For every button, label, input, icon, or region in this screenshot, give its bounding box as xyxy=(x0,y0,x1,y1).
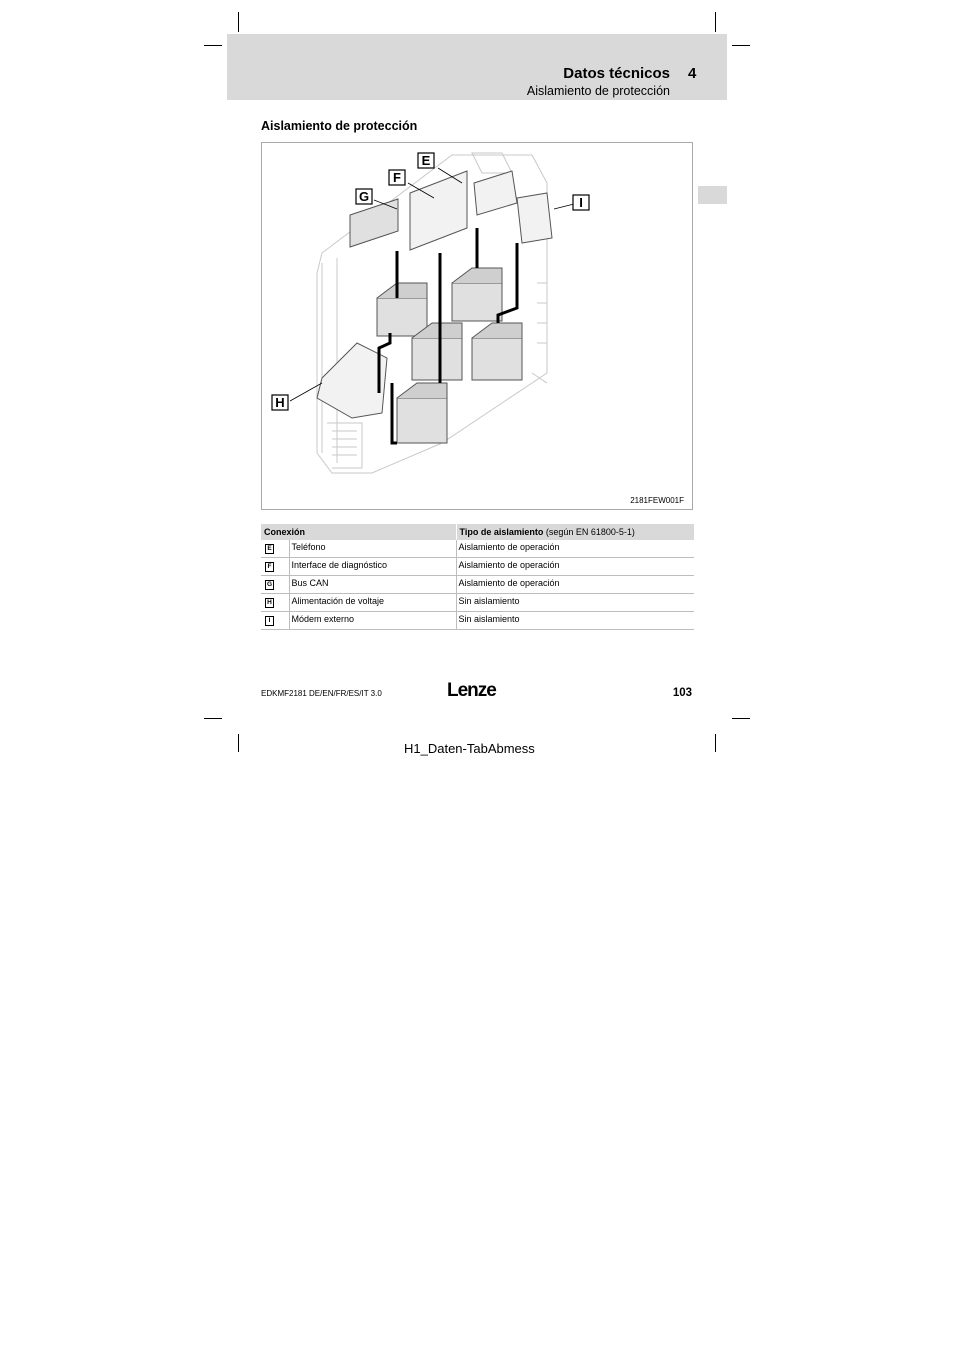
table-header-row xyxy=(261,524,694,540)
type-cell: Sin aislamiento xyxy=(456,612,694,630)
callout-label-i: I xyxy=(579,195,583,210)
callout-label-g: G xyxy=(358,189,370,204)
crop-mark xyxy=(204,45,222,46)
section-title: Aislamiento de protección xyxy=(261,119,418,133)
chapter-subtitle: Aislamiento de protección xyxy=(526,84,670,98)
row-key-cell xyxy=(261,576,289,594)
connection-cell: Bus CAN xyxy=(289,576,456,594)
crop-mark xyxy=(732,45,750,46)
chapter-title: Datos técnicos xyxy=(563,65,670,82)
header-type-note: (según EN 61800-5-1) xyxy=(545,527,635,537)
header-isolation-type xyxy=(456,524,694,540)
key-i: I xyxy=(265,616,274,626)
connection-cell: Módem externo xyxy=(289,612,456,630)
callout-label-e: E xyxy=(421,153,431,168)
callout-label-h: H xyxy=(275,395,285,410)
connection-cell: Alimentación de voltaje xyxy=(289,594,456,612)
isolation-figure xyxy=(261,142,693,510)
type-cell: Aislamiento de operación xyxy=(456,540,694,558)
connection-cell: Interface de diagnóstico xyxy=(289,558,456,576)
crop-mark xyxy=(715,12,716,32)
row-key-cell xyxy=(261,558,289,576)
page-number: 103 xyxy=(672,687,692,699)
key-e: E xyxy=(265,544,274,554)
file-label: H1_Daten-TabAbmess xyxy=(404,741,535,756)
crop-mark xyxy=(732,718,750,719)
type-cell: Sin aislamiento xyxy=(456,594,694,612)
device-drawing xyxy=(262,143,692,509)
crop-mark xyxy=(204,718,222,719)
crop-mark xyxy=(238,12,239,32)
type-cell: Aislamiento de operación xyxy=(456,576,694,594)
chapter-number: 4 xyxy=(688,65,697,82)
figure-id: 2181FEW001F xyxy=(630,496,684,505)
header-type-label: Tipo de aislamiento xyxy=(459,527,544,537)
lenze-logo: Lenze xyxy=(447,680,496,701)
crop-mark xyxy=(715,734,716,752)
table-row xyxy=(261,558,694,576)
row-key-cell xyxy=(261,594,289,612)
chapter-tab xyxy=(698,186,727,204)
header-connection: Conexión xyxy=(261,524,456,540)
connection-cell: Teléfono xyxy=(289,540,456,558)
key-h: H xyxy=(265,598,274,608)
crop-mark xyxy=(238,734,239,752)
type-cell: Aislamiento de operación xyxy=(456,558,694,576)
key-f: F xyxy=(265,562,274,572)
table-row xyxy=(261,612,694,630)
table-row xyxy=(261,540,694,558)
isolation-table xyxy=(261,524,694,630)
row-key-cell xyxy=(261,612,289,630)
callout-label-f: F xyxy=(393,170,401,185)
table-row xyxy=(261,576,694,594)
row-key-cell xyxy=(261,540,289,558)
document-code: EDKMF2181 DE/EN/FR/ES/IT 3.0 xyxy=(261,689,382,698)
table-row xyxy=(261,594,694,612)
key-g: G xyxy=(266,581,273,588)
